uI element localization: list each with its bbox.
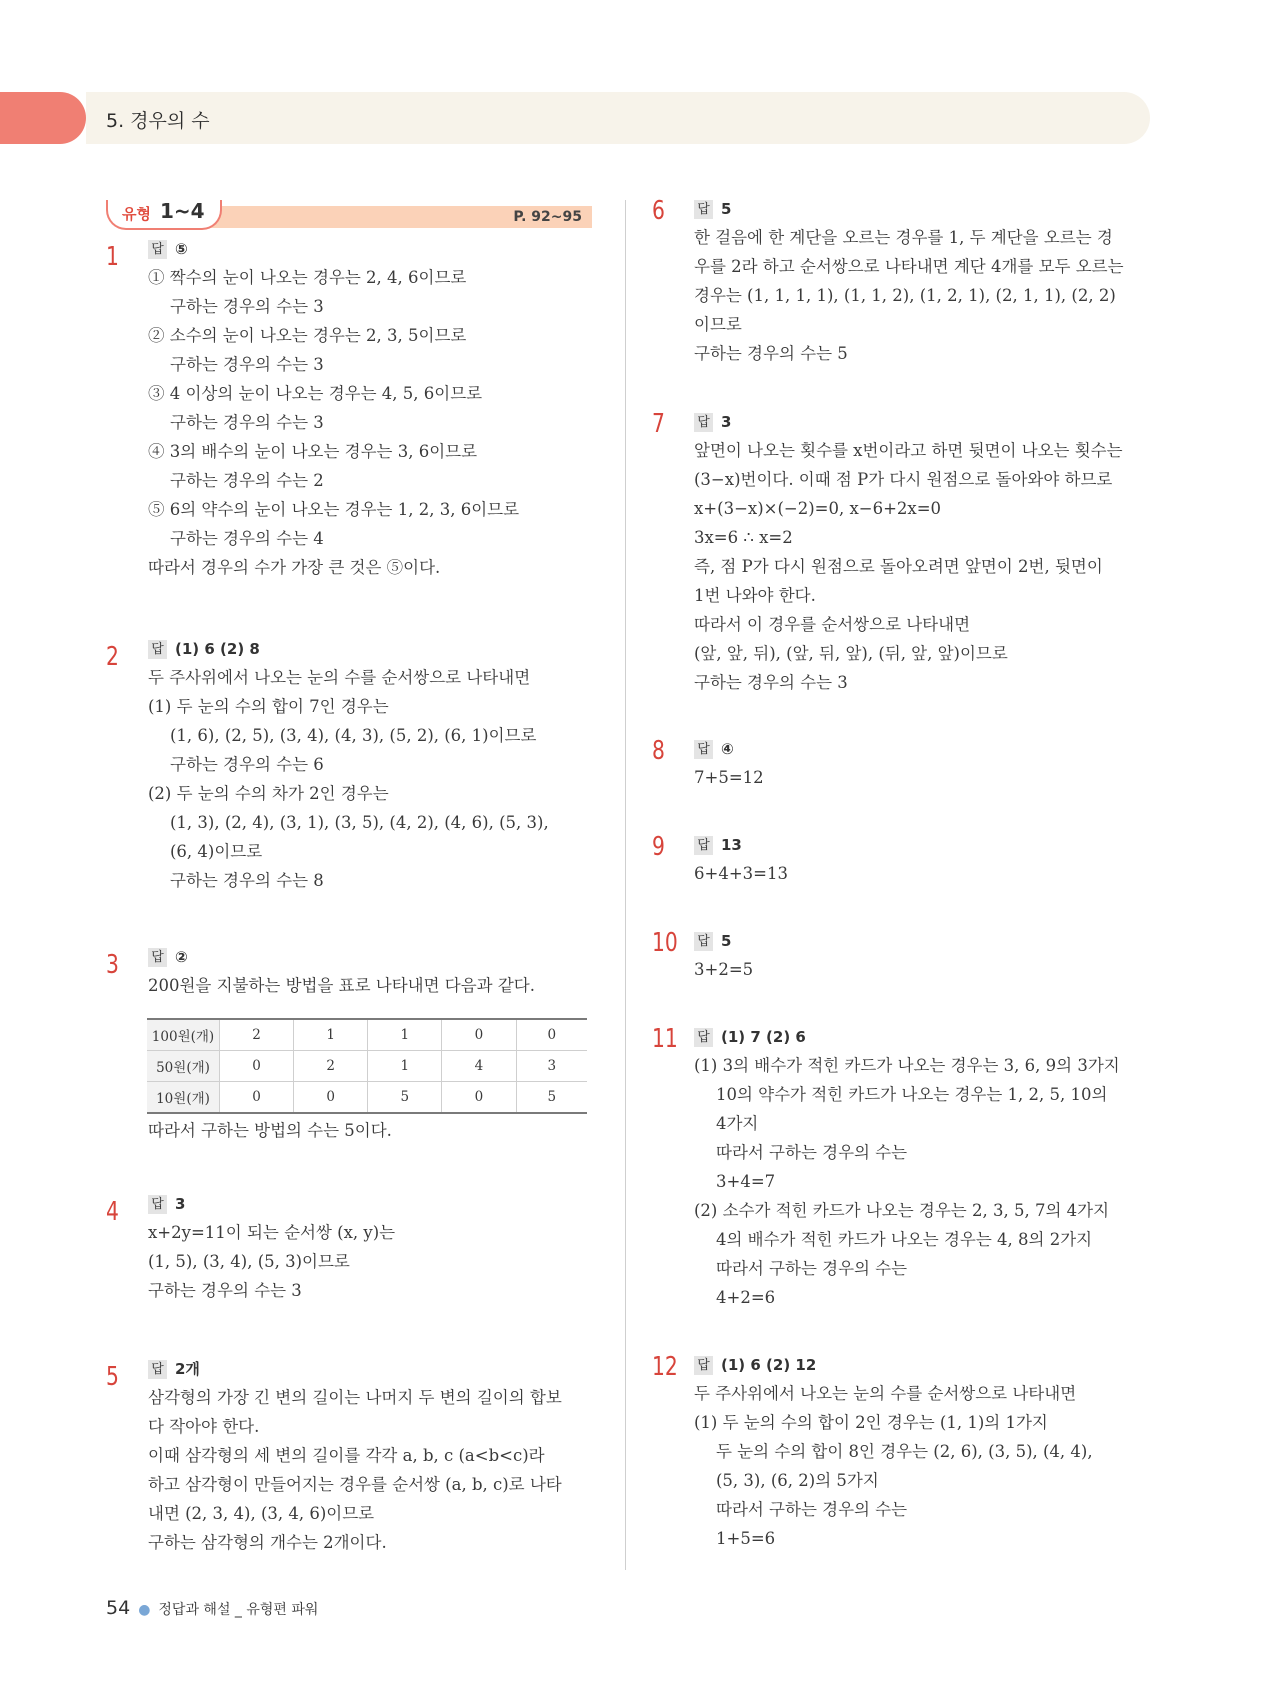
question-body — [694, 1350, 1093, 1553]
answer-badge: 답 — [148, 948, 167, 967]
chapter-accent — [0, 92, 86, 144]
type-header — [106, 200, 592, 232]
answer-line — [148, 1354, 562, 1383]
answer-value: 3 — [721, 413, 732, 431]
text-line: 따라서 구하는 방법의 수는 5이다. — [148, 1121, 392, 1140]
text-line: 따라서 구하는 경우의 수는 — [716, 1143, 908, 1162]
question-body — [148, 634, 549, 895]
table-cell: 1 — [294, 1019, 368, 1051]
answer-line — [694, 1022, 1120, 1051]
question-body — [694, 734, 764, 792]
answer-line — [694, 830, 788, 859]
table-cell: 4 — [442, 1051, 516, 1082]
page-footer — [106, 1597, 318, 1619]
text-line: 4+2=6 — [716, 1288, 776, 1307]
table-cell: 5 — [368, 1082, 442, 1114]
answer-badge: 답 — [148, 240, 167, 259]
answer-line — [694, 1350, 1093, 1379]
text-line: 구하는 삼각형의 개수는 2개이다. — [148, 1533, 387, 1552]
answer-line — [148, 234, 519, 263]
text-line: ② 소수의 눈이 나오는 경우는 2, 3, 5이므로 — [148, 326, 467, 345]
table-row — [147, 1051, 587, 1082]
text-line: (1, 6), (2, 5), (3, 4), (4, 3), (5, 2), (6, 1)이므로 — [170, 726, 537, 745]
text-line: 4의 배수가 적힌 카드가 나오는 경우는 4, 8의 2가지 — [716, 1230, 1093, 1249]
text-line: 앞면이 나오는 횟수를 x번이라고 하면 뒷면이 나오는 횟수는 — [694, 441, 1123, 460]
answer-value: 5 — [721, 200, 732, 218]
text-line: 1+5=6 — [716, 1529, 776, 1548]
answer-badge: 답 — [148, 1360, 167, 1379]
page-number: 54 — [106, 1597, 131, 1619]
bullet-dot-icon: ● — [138, 1602, 151, 1618]
text-line: (2) 소수가 적힌 카드가 나오는 경우는 2, 3, 5, 7의 4가지 — [694, 1201, 1110, 1220]
question-body — [694, 407, 1123, 697]
question-body — [694, 926, 753, 984]
answer-value: ⑤ — [175, 240, 188, 258]
chapter-title: 5. 경우의 수 — [106, 110, 210, 132]
text-line: ③ 4 이상의 눈이 나오는 경우는 4, 5, 6이므로 — [148, 384, 483, 403]
text-line: 내면 (2, 3, 4), (3, 4, 6)이므로 — [148, 1504, 375, 1523]
text-line: 구하는 경우의 수는 8 — [170, 871, 324, 890]
table-row — [147, 1019, 587, 1051]
text-line: 200원을 지불하는 방법을 표로 나타내면 다음과 같다. — [148, 976, 535, 995]
answer-value: 13 — [721, 836, 742, 854]
answer-badge: 답 — [694, 836, 713, 855]
chapter-band — [86, 92, 1150, 144]
answer-badge: 답 — [148, 1195, 167, 1214]
text-line: (3−x)번이다. 이때 점 P가 다시 원점으로 돌아와야 하므로 — [694, 470, 1113, 489]
text-line: 구하는 경우의 수는 3 — [148, 1281, 302, 1300]
answer-line — [694, 734, 764, 763]
question-body — [148, 942, 535, 1000]
payment-table — [147, 1018, 587, 1114]
text-line: 삼각형의 가장 긴 변의 길이는 나머지 두 변의 길이의 합보 — [148, 1388, 562, 1407]
answer-badge: 답 — [694, 1028, 713, 1047]
text-line: (5, 3), (6, 2)의 5가지 — [716, 1471, 879, 1490]
answer-badge: 답 — [694, 740, 713, 759]
question-number: 4 — [106, 1197, 119, 1227]
question-body — [694, 1022, 1120, 1312]
answer-badge: 답 — [694, 200, 713, 219]
answer-value: (1) 7 (2) 6 — [721, 1028, 806, 1046]
chapter-header — [0, 92, 1150, 144]
answer-value: (1) 6 (2) 12 — [721, 1356, 817, 1374]
table-cell: 2 — [294, 1051, 368, 1082]
row-header: 100원(개) — [147, 1019, 220, 1051]
table-cell: 0 — [442, 1082, 516, 1114]
answer-badge: 답 — [694, 413, 713, 432]
question-number: 11 — [652, 1024, 678, 1054]
text-line: 우를 2라 하고 순서쌍으로 나타내면 계단 4개를 모두 오르는 — [694, 257, 1124, 276]
text-line: 구하는 경우의 수는 3 — [170, 297, 324, 316]
text-line: 따라서 구하는 경우의 수는 — [716, 1259, 908, 1278]
table-cell: 0 — [442, 1019, 516, 1051]
text-line: 구하는 경우의 수는 3 — [694, 673, 848, 692]
answer-line — [148, 1189, 395, 1218]
text-line: (앞, 앞, 뒤), (앞, 뒤, 앞), (뒤, 앞, 앞)이므로 — [694, 644, 1008, 663]
table-cell: 5 — [516, 1082, 587, 1114]
text-line: 구하는 경우의 수는 5 — [694, 344, 848, 363]
text-line: 3+4=7 — [716, 1172, 776, 1191]
text-line: 하고 삼각형이 만들어지는 경우를 순서쌍 (a, b, c)로 나타 — [148, 1475, 562, 1494]
answer-value: ② — [175, 948, 188, 966]
text-line: 두 눈의 수의 합이 8인 경우는 (2, 6), (3, 5), (4, 4), — [716, 1442, 1093, 1461]
answer-line — [148, 634, 549, 663]
footer-text: 정답과 해설 _ 유형편 파워 — [158, 1602, 319, 1618]
type-pages: P. 92~95 — [513, 209, 582, 225]
text-line: 구하는 경우의 수는 3 — [170, 413, 324, 432]
text-line: 이때 삼각형의 세 변의 길이를 각각 a, b, c (a<b<c)라 — [148, 1446, 545, 1465]
type-tab — [106, 200, 222, 230]
row-header: 50원(개) — [147, 1051, 220, 1082]
text-line: 경우는 (1, 1, 1, 1), (1, 1, 2), (1, 2, 1), (2, 1, 1), (2, 2) — [694, 286, 1116, 305]
question-number: 7 — [652, 409, 665, 439]
type-label: 유형 — [122, 205, 151, 223]
answer-line — [694, 407, 1123, 436]
question-body — [694, 194, 1124, 368]
table-cell: 3 — [516, 1051, 587, 1082]
text-line: 따라서 이 경우를 순서쌍으로 나타내면 — [694, 615, 971, 634]
text-line: 한 걸음에 한 계단을 오르는 경우를 1, 두 계단을 오르는 경 — [694, 228, 1113, 247]
text-line: ⑤ 6의 약수의 눈이 나오는 경우는 1, 2, 3, 6이므로 — [148, 500, 520, 519]
text-line: 구하는 경우의 수는 4 — [170, 529, 324, 548]
column-divider — [625, 200, 626, 1570]
question-number: 8 — [652, 736, 665, 766]
answer-line — [694, 194, 1124, 223]
question-number: 6 — [652, 196, 665, 226]
table-row — [147, 1082, 587, 1114]
text-line: 이므로 — [694, 315, 742, 334]
text-line: (6, 4)이므로 — [170, 842, 263, 861]
text-line: (1, 5), (3, 4), (5, 3)이므로 — [148, 1252, 350, 1271]
text-line: x+(3−x)×(−2)=0, x−6+2x=0 — [694, 499, 942, 518]
question-number: 3 — [106, 950, 119, 980]
text-line: ① 짝수의 눈이 나오는 경우는 2, 4, 6이므로 — [148, 268, 467, 287]
question-number: 9 — [652, 832, 665, 862]
table-cell: 0 — [294, 1082, 368, 1114]
text-line: 구하는 경우의 수는 6 — [170, 755, 324, 774]
table-cell: 0 — [220, 1051, 294, 1082]
answer-line — [148, 942, 535, 971]
text-line: 따라서 경우의 수가 가장 큰 것은 ⑤이다. — [148, 558, 441, 577]
question-body — [148, 1189, 395, 1305]
table-cell: 1 — [368, 1051, 442, 1082]
question-number: 1 — [106, 242, 119, 272]
text-line: (1, 3), (2, 4), (3, 1), (3, 5), (4, 2), (4, 6), (5, 3), — [170, 813, 549, 832]
question-body — [148, 1354, 562, 1557]
text-line: 3+2=5 — [694, 960, 754, 979]
type-range: 1~4 — [160, 199, 205, 223]
text-line: (1) 3의 배수가 적힌 카드가 나오는 경우는 3, 6, 9의 3가지 — [694, 1056, 1120, 1075]
question-number: 2 — [106, 642, 119, 672]
answer-value: (1) 6 (2) 8 — [175, 640, 260, 658]
text-line: 두 주사위에서 나오는 눈의 수를 순서쌍으로 나타내면 — [148, 668, 531, 687]
text-line: 즉, 점 P가 다시 원점으로 돌아오려면 앞면이 2번, 뒷면이 — [694, 557, 1103, 576]
answer-badge: 답 — [694, 932, 713, 951]
question-number: 10 — [652, 928, 678, 958]
question-number: 5 — [106, 1362, 119, 1392]
question-number: 12 — [652, 1352, 678, 1382]
text-line: 1번 나와야 한다. — [694, 586, 816, 605]
answer-value: 5 — [721, 932, 732, 950]
answer-badge: 답 — [148, 640, 167, 659]
text-line: 구하는 경우의 수는 3 — [170, 355, 324, 374]
text-line: (1) 두 눈의 수의 합이 2인 경우는 (1, 1)의 1가지 — [694, 1413, 1048, 1432]
text-line: 6+4+3=13 — [694, 864, 788, 883]
table-cell: 2 — [220, 1019, 294, 1051]
question-body — [148, 234, 519, 582]
text-line: 3x=6 ∴ x=2 — [694, 528, 793, 547]
text-line: x+2y=11이 되는 순서쌍 (x, y)는 — [148, 1223, 396, 1242]
table-cell: 0 — [220, 1082, 294, 1114]
table-cell: 1 — [368, 1019, 442, 1051]
answer-value: 3 — [175, 1195, 186, 1213]
answer-badge: 답 — [694, 1356, 713, 1375]
text-line: 구하는 경우의 수는 2 — [170, 471, 324, 490]
table-cell: 0 — [516, 1019, 587, 1051]
text-line: 다 작아야 한다. — [148, 1417, 260, 1436]
answer-value: 2개 — [175, 1360, 200, 1378]
text-line: 4가지 — [716, 1114, 759, 1133]
text-line: ④ 3의 배수의 눈이 나오는 경우는 3, 6이므로 — [148, 442, 478, 461]
text-line: (1) 두 눈의 수의 합이 7인 경우는 — [148, 697, 389, 716]
text-line: 10의 약수가 적힌 카드가 나오는 경우는 1, 2, 5, 10의 — [716, 1085, 1108, 1104]
row-header: 10원(개) — [147, 1082, 220, 1114]
question-body — [694, 830, 788, 888]
answer-value: ④ — [721, 740, 734, 758]
text-line: 7+5=12 — [694, 768, 764, 787]
answer-line — [694, 926, 753, 955]
text-line: 따라서 구하는 경우의 수는 — [716, 1500, 908, 1519]
text-line: (2) 두 눈의 수의 차가 2인 경우는 — [148, 784, 389, 803]
text-line: 두 주사위에서 나오는 눈의 수를 순서쌍으로 나타내면 — [694, 1384, 1077, 1403]
